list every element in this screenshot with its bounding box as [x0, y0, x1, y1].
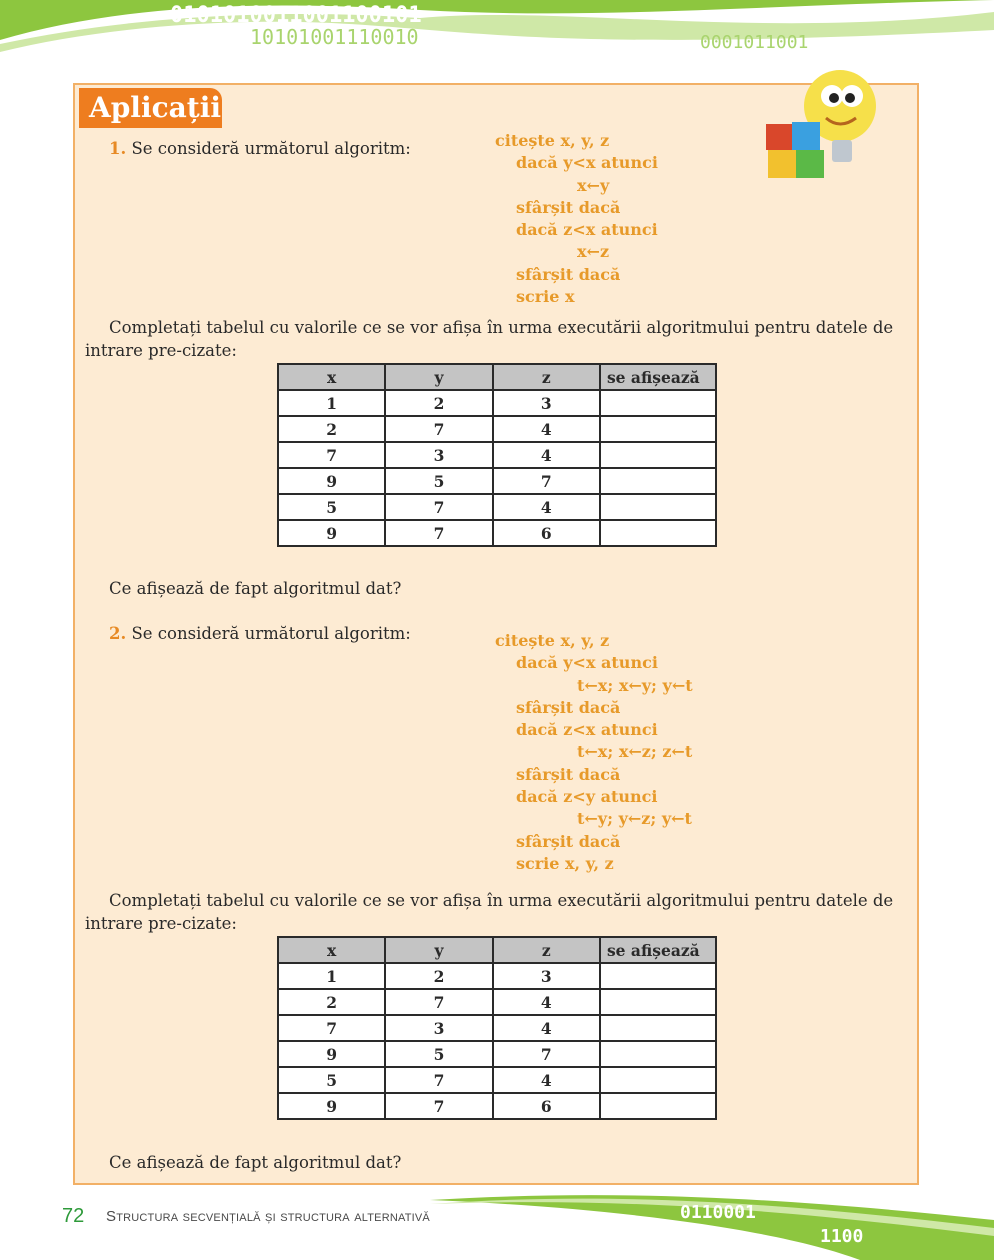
answer-cell[interactable] [600, 416, 716, 442]
table-cell: 5 [278, 494, 385, 520]
exercise-1-number: 1. [109, 139, 127, 158]
exercise-2-number: 2. [109, 624, 127, 643]
table-cell: 6 [493, 520, 600, 546]
answer-cell[interactable] [600, 1041, 716, 1067]
table-cell: 7 [493, 1041, 600, 1067]
binary-text-bottom-2: 1100 [820, 1226, 864, 1247]
answer-cell[interactable] [600, 390, 716, 416]
table-cell: 4 [493, 989, 600, 1015]
table-row [278, 1093, 716, 1119]
section-title: Aplicații [79, 88, 222, 128]
exercise-1-intro-text: Se consideră următorul algoritm: [131, 139, 411, 158]
table-cell: 5 [278, 1067, 385, 1093]
answer-cell[interactable] [600, 989, 716, 1015]
table-cell: 5 [385, 1041, 492, 1067]
table-cell: 4 [493, 416, 600, 442]
table-cell: 3 [385, 1015, 492, 1041]
algorithm-line: scrie x, y, z [516, 853, 614, 873]
algorithm-line: dacă z<x atunci [516, 720, 658, 740]
table-cell: 6 [493, 1093, 600, 1119]
exercise-2-intro-text: Se consideră următorul algoritm: [131, 624, 411, 643]
algorithm-line: sfârșit dacă [516, 697, 621, 717]
exercise-2-question: Ce afișează de fapt algoritmul dat? [109, 1153, 402, 1172]
binary-text-3: 0001011001 [700, 32, 809, 53]
table-row [278, 1041, 716, 1067]
algorithm-line: x←y [577, 175, 610, 195]
table-header-cell: se afișează [600, 364, 716, 390]
exercise-1-algorithm [495, 130, 658, 308]
table-cell: 7 [385, 1067, 492, 1093]
algorithm-line: sfârșit dacă [516, 831, 621, 851]
algorithm-line: t←y; y←z; y←t [577, 809, 692, 829]
algorithm-line: sfârșit dacă [516, 264, 621, 284]
table-cell: 7 [278, 442, 385, 468]
lightbulb-mascot-icon [760, 66, 890, 196]
table-cell: 2 [385, 963, 492, 989]
algorithm-line: x←z [577, 242, 610, 262]
table-cell: 7 [385, 989, 492, 1015]
table-row [278, 442, 716, 468]
light-swoosh-top [0, 12, 994, 52]
page-number: 72 [62, 1205, 85, 1227]
binary-text-bottom-1: 0110001 [680, 1202, 756, 1223]
exercise-2-intro [109, 624, 411, 643]
table-row [278, 1015, 716, 1041]
answer-cell[interactable] [600, 963, 716, 989]
table-cell: 9 [278, 520, 385, 546]
table-header-cell: y [385, 937, 492, 963]
algorithm-line: citește x, y, z [495, 131, 610, 150]
exercise-2-instruction: Completați tabelul cu valorile ce se vor afișa în urma executării algoritmului pentru datele de intrare pre-cizate: [85, 891, 894, 933]
table-header-cell: z [493, 364, 600, 390]
answer-cell[interactable] [600, 1067, 716, 1093]
table-cell: 7 [493, 468, 600, 494]
binary-banner-top [0, 0, 994, 70]
exercise-1-table [277, 363, 717, 547]
table-cell: 9 [278, 468, 385, 494]
table-cell: 3 [493, 390, 600, 416]
table-cell: 4 [493, 442, 600, 468]
table-cell: 3 [493, 963, 600, 989]
table-header-row [278, 364, 716, 390]
table-cell: 4 [493, 494, 600, 520]
table-cell: 2 [385, 390, 492, 416]
answer-cell[interactable] [600, 442, 716, 468]
table-row [278, 494, 716, 520]
table-row [278, 520, 716, 546]
table-cell: 5 [385, 468, 492, 494]
algorithm-line: dacă z<x atunci [516, 220, 658, 240]
table-row [278, 416, 716, 442]
table-cell: 7 [385, 1093, 492, 1119]
table-cell: 4 [493, 1015, 600, 1041]
table-cell: 2 [278, 989, 385, 1015]
exercise-1-intro [109, 139, 411, 158]
answer-cell[interactable] [600, 1093, 716, 1119]
answer-cell[interactable] [600, 520, 716, 546]
algorithm-line: citește x, y, z [495, 631, 610, 650]
table-cell: 9 [278, 1041, 385, 1067]
algorithm-line: dacă y<x atunci [516, 653, 658, 673]
table-cell: 3 [385, 442, 492, 468]
exercise-2-table [277, 936, 717, 1120]
table-cell: 7 [385, 416, 492, 442]
table-cell: 7 [385, 520, 492, 546]
chapter-title: Structura secvențială și structura alternativă [106, 1208, 430, 1225]
exercise-2-algorithm [495, 630, 693, 875]
table-cell: 1 [278, 963, 385, 989]
table-header-cell: z [493, 937, 600, 963]
algorithm-line: t←x; x←z; z←t [577, 742, 693, 762]
exercise-1-question: Ce afișează de fapt algoritmul dat? [109, 579, 402, 598]
binary-text-1: 0101010011001100101 [170, 3, 422, 28]
algorithm-line: sfârșit dacă [516, 764, 621, 784]
table-cell: 1 [278, 390, 385, 416]
table-header-cell: se afișează [600, 937, 716, 963]
answer-cell[interactable] [600, 468, 716, 494]
table-header-cell: x [278, 937, 385, 963]
answer-cell[interactable] [600, 1015, 716, 1041]
table-cell: 7 [385, 494, 492, 520]
table-row [278, 468, 716, 494]
algorithm-line: dacă z<y atunci [516, 787, 658, 807]
algorithm-line: sfârșit dacă [516, 197, 621, 217]
table-cell: 9 [278, 1093, 385, 1119]
binary-text-2: 10101001110010 [250, 25, 419, 49]
algorithm-line: dacă y<x atunci [516, 153, 658, 173]
table-row [278, 1067, 716, 1093]
table-row [278, 963, 716, 989]
algorithm-line: scrie x [516, 287, 575, 307]
table-cell: 4 [493, 1067, 600, 1093]
table-cell: 2 [278, 416, 385, 442]
algorithm-line: t←x; x←y; y←t [577, 675, 693, 695]
table-row [278, 989, 716, 1015]
table-cell: 7 [278, 1015, 385, 1041]
table-header-cell: y [385, 364, 492, 390]
exercise-1-instruction: Completați tabelul cu valorile ce se vor afișa în urma executării algoritmului pentru datele de intrare pre-cizate: [85, 318, 894, 360]
table-header-row [278, 937, 716, 963]
table-row [278, 390, 716, 416]
answer-cell[interactable] [600, 494, 716, 520]
table-header-cell: x [278, 364, 385, 390]
